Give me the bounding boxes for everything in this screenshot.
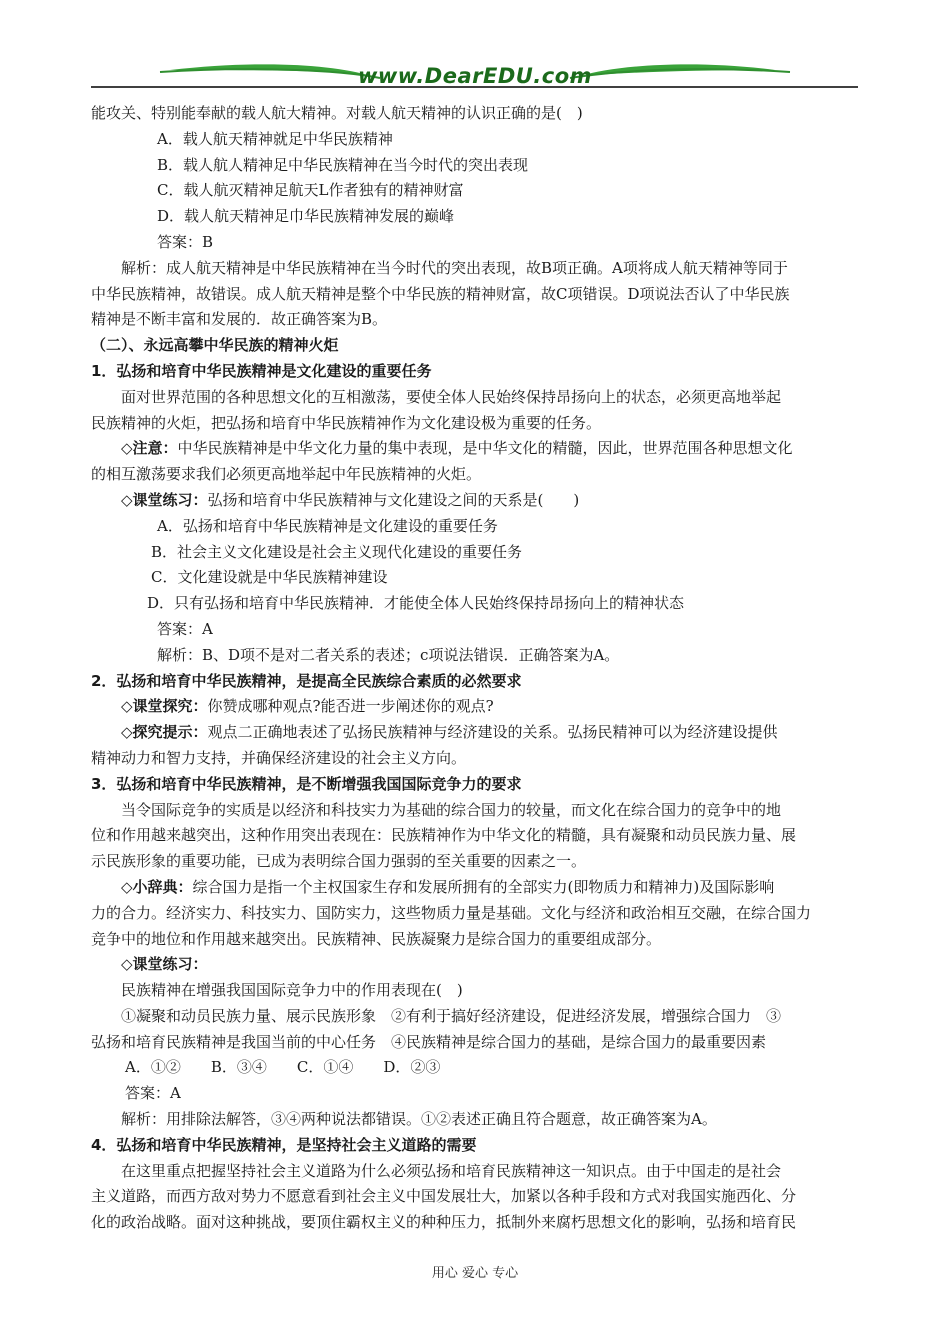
paragraph: 化的政治战略。面对这种挑战，要顶住霸权主义的种种压力，抵制外来腐朽思想文化的影响，弘扬和培育民 (91, 1213, 797, 1232)
answer: 答案：A (157, 619, 213, 638)
option-d: D．载人航天精神足巾华民族精神发展的巅峰 (157, 207, 455, 226)
hint-line (91, 720, 861, 746)
hint-label: ◇探究提示： (121, 723, 208, 742)
note-label: ◇注意： (121, 439, 178, 458)
section-heading: 2．弘扬和培育中华民族精神，是提高全民族综合素质的必然要求 (91, 671, 522, 690)
section-heading: （二）、永远高攀中华民族的精神火炬 (91, 336, 339, 355)
paragraph: 民族精神的火炬，把弘扬和培育中华民族精神作为文化建设极为重要的任务。 (91, 413, 602, 432)
section-heading: 3．弘扬和培育中华民族精神，是不断增强我国国际竞争力的要求 (91, 774, 522, 793)
answer: 答案：B (157, 232, 214, 251)
paragraph: 示民族形象的重要功能，已成为表明综合国力强弱的至关重要的因素之一。 (91, 852, 587, 871)
paragraph: 力的合力。经济实力、科技实力、国防实力，这些物质力量是基础。文化与经济和政治相互交融，在综合国力 (91, 903, 812, 922)
practice-line (91, 952, 861, 978)
analysis: 解析：成人航天精神是中华民族精神在当今时代的突出表现，故B项正确。A项将成人航天精神等同于 (121, 258, 788, 277)
option-a: A．载人航天精神就足中华民族精神 (157, 129, 393, 148)
page-header (0, 0, 950, 100)
analysis: 解析：B、D项不是对二者关系的表述；c项说法错误．正确答案为A。 (157, 645, 620, 664)
explore-text: 你赞成哪种观点?能否进一步阐述你的观点? (207, 697, 494, 716)
page-footer: 用心 爱心 专心 (431, 1266, 519, 1281)
explore-label: ◇课堂探究： (121, 697, 208, 716)
site-logo: www.DearEDU.com (357, 64, 593, 88)
paragraph: 精神动力和智力支持，并确保经济建设的社会主义方向。 (91, 748, 467, 767)
document-body (91, 101, 861, 1236)
option-a: A．弘扬和培育中华民族精神是文化建设的重要任务 (157, 516, 498, 535)
note-text: 中华民族精神是中华文化力量的集中表现，是中华文化的精髓，因此，世界范围各种思想文化 (177, 439, 793, 458)
answer: 答案：A (125, 1084, 181, 1103)
option-c: C．文化建设就是中华民族精神建设 (151, 568, 388, 587)
practice-text: 弘扬和培育中华民族精神与文化建设之间的天系是( ) (207, 490, 580, 509)
section-heading: 4．弘扬和培育中华民族精神，是坚持社会主义道路的需要 (91, 1135, 477, 1154)
option-b: B．载人航人精神足中华民族精神在当今时代的突出表现 (157, 155, 529, 174)
options-row: A．①② B．③④ C．①④ D．②③ (125, 1058, 441, 1077)
paragraph: 主义道路，而西方敌对势力不愿意看到社会主义中国发展壮大，加紧以各种手段和方式对我国实施西化、分 (91, 1187, 797, 1206)
paragraph: 位和作用越来越突出，这种作用突出表现在：民族精神作为中华文化的精髓，具有凝聚和动员民族力量、展 (91, 826, 797, 845)
option-b: B．社会主义文化建设是社会主义现代化建设的重要任务 (151, 542, 523, 561)
paragraph: 面对世界范围的各种思想文化的互相激荡，要使全体人民始终保持昂扬向上的状态，必须更高地举起 (121, 387, 782, 406)
analysis: 精神是不断丰富和发展的．故正确答案为B。 (91, 310, 388, 329)
text-line: 能攻关、特别能奉献的载人航大精神。对载人航天精神的认识正确的是( ) (91, 104, 583, 122)
dictionary-line (91, 875, 861, 901)
dictionary-label: ◇小辞典： (121, 877, 193, 896)
paragraph: 的相互激荡要求我们必须更高地举起中年民族精神的火炬。 (91, 465, 482, 484)
analysis: 中华民族精神，故错误。成人航天精神是整个中华民族的精神财富，故C项错误。D项说法否认了中华民族 (91, 284, 790, 303)
practice-label: ◇课堂练习： (121, 490, 208, 509)
practice-line (91, 488, 861, 514)
explore-line (91, 694, 861, 720)
option-c: C．载人航灭精神足航天L作者独有的精神财富 (157, 181, 464, 200)
paragraph: 当令国际竞争的实质是以经济和科技实力为基础的综合国力的较量，而文化在综合国力的竞争中的地 (121, 800, 782, 819)
question: 民族精神在增强我国国际竞争力中的作用表现在( ) (121, 981, 463, 1000)
statements: 弘扬和培育民族精神是我国当前的中心任务 ④民族精神是综合国力的基础，是综合国力的最重要因素 (91, 1032, 767, 1051)
dictionary-text: 综合国力是指一个主权国家生存和发展所拥有的全部实力(即物质力和精神力)及国际影响 (192, 877, 775, 896)
paragraph: 竞争中的地位和作用越来越突出。民族精神、民族凝聚力是综合国力的重要组成部分。 (91, 929, 662, 948)
section-heading: 1．弘扬和培育中华民族精神是文化建设的重要任务 (91, 361, 432, 380)
paragraph: 在这里重点把握坚持社会主义道路为什么必须弘扬和培育民族精神这一知识点。由于中国走的是社会 (121, 1161, 782, 1180)
note-line (91, 436, 861, 462)
statements: ①凝聚和动员民族力量、展示民族形象 ②有利于搞好经济建设，促进经济发展，增强综合国力 ③ (121, 1006, 782, 1025)
practice-label: ◇课堂练习： (121, 955, 208, 974)
analysis: 解析：用排除法解答，③④两种说法都错误。①②表述正确且符合题意，故正确答案为A。 (121, 1110, 717, 1129)
option-d: D．只有弘扬和培育中华民族精神．才能使全体人民始终保持昂扬向上的精神状态 (147, 594, 685, 613)
hint-text: 观点二正确地表述了弘扬民族精神与经济建设的关系。弘扬民精神可以为经济建设提供 (207, 723, 778, 742)
